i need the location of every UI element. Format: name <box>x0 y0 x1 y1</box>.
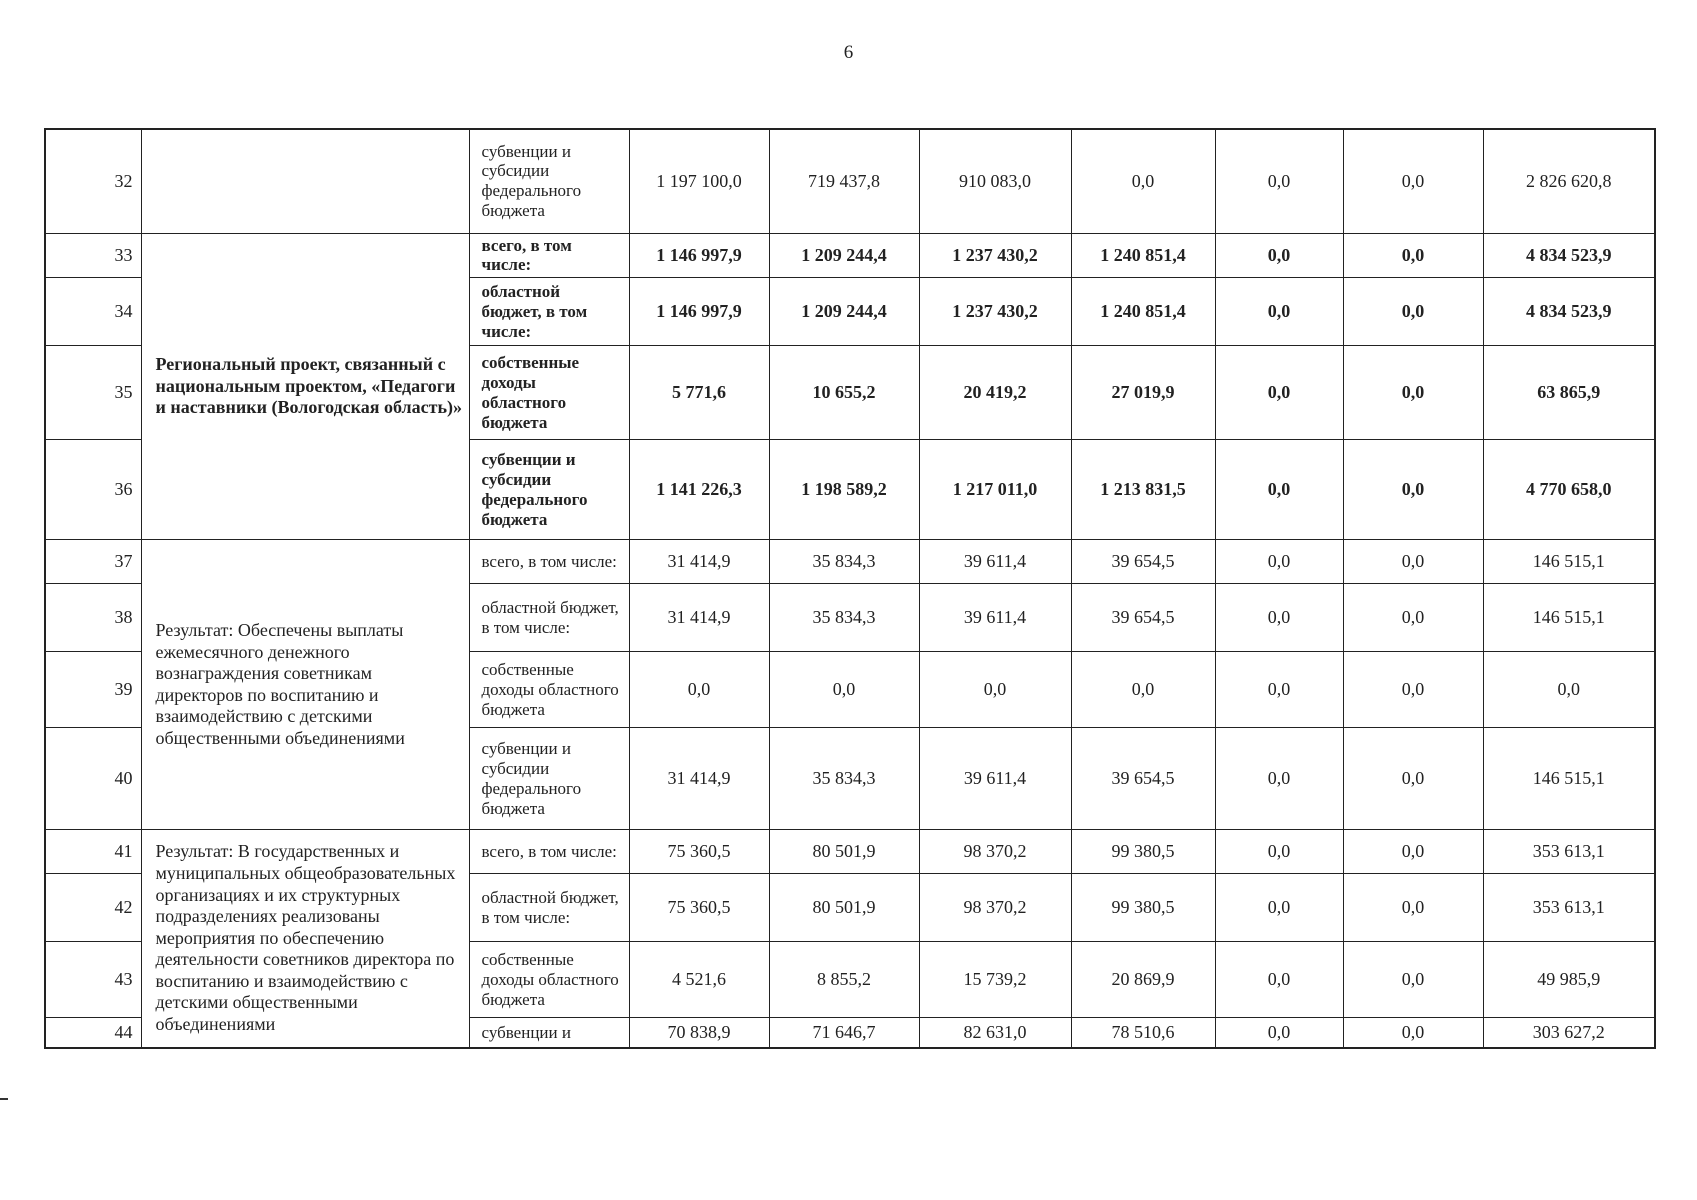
value-cell: 99 380,5 <box>1071 830 1215 874</box>
value-cell: 31 414,9 <box>629 728 769 830</box>
program-name-cell: Результат: В государственных и муниципальных общеобразовательных организациях и их структурных подразделениях реализованы мероприятия по обеспечению деятельности советников директора по воспитанию и взаимодействию с детскими общественными объединениями <box>141 830 469 1048</box>
funding-source: всего, в том числе: <box>469 540 629 584</box>
budget-table <box>44 128 1656 1049</box>
value-cell: 0,0 <box>629 652 769 728</box>
program-name-cell <box>141 129 469 233</box>
value-cell: 0,0 <box>1343 942 1483 1018</box>
value-cell: 0,0 <box>1343 129 1483 233</box>
value-cell: 1 240 851,4 <box>1071 233 1215 278</box>
value-cell: 0,0 <box>1215 540 1343 584</box>
total-cell: 0,0 <box>1483 652 1655 728</box>
value-cell: 20 419,2 <box>919 346 1071 440</box>
value-cell: 0,0 <box>1215 830 1343 874</box>
row-number: 32 <box>45 129 141 233</box>
value-cell: 0,0 <box>1343 540 1483 584</box>
value-cell: 0,0 <box>1343 346 1483 440</box>
value-cell: 15 739,2 <box>919 942 1071 1018</box>
value-cell: 39 654,5 <box>1071 728 1215 830</box>
value-cell: 35 834,3 <box>769 540 919 584</box>
total-cell: 146 515,1 <box>1483 584 1655 652</box>
value-cell: 80 501,9 <box>769 830 919 874</box>
value-cell: 80 501,9 <box>769 874 919 942</box>
value-cell: 0,0 <box>1343 874 1483 942</box>
value-cell: 10 655,2 <box>769 346 919 440</box>
total-cell: 146 515,1 <box>1483 728 1655 830</box>
table-row <box>45 540 1655 584</box>
value-cell: 0,0 <box>1343 278 1483 346</box>
value-cell: 27 019,9 <box>1071 346 1215 440</box>
funding-source: областной бюджет, в том числе: <box>469 584 629 652</box>
value-cell: 75 360,5 <box>629 874 769 942</box>
value-cell: 20 869,9 <box>1071 942 1215 1018</box>
value-cell: 0,0 <box>1343 440 1483 540</box>
value-cell: 0,0 <box>1343 233 1483 278</box>
row-number: 41 <box>45 830 141 874</box>
value-cell: 0,0 <box>1215 346 1343 440</box>
value-cell: 1 237 430,2 <box>919 278 1071 346</box>
value-cell: 1 209 244,4 <box>769 233 919 278</box>
row-number: 36 <box>45 440 141 540</box>
funding-source: субвенции и субсидии федерального бюджета <box>469 440 629 540</box>
value-cell: 39 611,4 <box>919 540 1071 584</box>
funding-source: собственные доходы областного бюджета <box>469 346 629 440</box>
page-number: 6 <box>843 42 854 63</box>
value-cell: 39 654,5 <box>1071 540 1215 584</box>
funding-source: областной бюджет, в том числе: <box>469 278 629 346</box>
value-cell: 0,0 <box>1343 1018 1483 1048</box>
budget-table-container <box>44 128 1654 1049</box>
value-cell: 0,0 <box>1343 652 1483 728</box>
total-cell: 49 985,9 <box>1483 942 1655 1018</box>
total-cell: 146 515,1 <box>1483 540 1655 584</box>
value-cell: 31 414,9 <box>629 584 769 652</box>
value-cell: 1 198 589,2 <box>769 440 919 540</box>
row-number: 37 <box>45 540 141 584</box>
funding-source: всего, в том числе: <box>469 830 629 874</box>
value-cell: 1 146 997,9 <box>629 233 769 278</box>
funding-source: собственные доходы областного бюджета <box>469 942 629 1018</box>
row-number: 43 <box>45 942 141 1018</box>
total-cell: 2 826 620,8 <box>1483 129 1655 233</box>
row-number: 44 <box>45 1018 141 1048</box>
row-number: 35 <box>45 346 141 440</box>
value-cell: 8 855,2 <box>769 942 919 1018</box>
row-number: 42 <box>45 874 141 942</box>
value-cell: 1 141 226,3 <box>629 440 769 540</box>
total-cell: 4 834 523,9 <box>1483 233 1655 278</box>
value-cell: 0,0 <box>1215 652 1343 728</box>
value-cell: 0,0 <box>1215 942 1343 1018</box>
value-cell: 98 370,2 <box>919 874 1071 942</box>
value-cell: 82 631,0 <box>919 1018 1071 1048</box>
funding-source: собственные доходы областного бюджета <box>469 652 629 728</box>
total-cell: 4 770 658,0 <box>1483 440 1655 540</box>
value-cell: 39 654,5 <box>1071 584 1215 652</box>
value-cell: 1 237 430,2 <box>919 233 1071 278</box>
value-cell: 0,0 <box>1215 233 1343 278</box>
total-cell: 353 613,1 <box>1483 874 1655 942</box>
value-cell: 39 611,4 <box>919 728 1071 830</box>
value-cell: 78 510,6 <box>1071 1018 1215 1048</box>
value-cell: 99 380,5 <box>1071 874 1215 942</box>
funding-source: субвенции и субсидии федерального бюджета <box>469 728 629 830</box>
value-cell: 0,0 <box>1071 652 1215 728</box>
value-cell: 1 209 244,4 <box>769 278 919 346</box>
value-cell: 35 834,3 <box>769 584 919 652</box>
value-cell: 5 771,6 <box>629 346 769 440</box>
value-cell: 910 083,0 <box>919 129 1071 233</box>
funding-source: всего, в том числе: <box>469 233 629 278</box>
value-cell: 0,0 <box>1215 584 1343 652</box>
total-cell: 353 613,1 <box>1483 830 1655 874</box>
value-cell: 0,0 <box>1215 440 1343 540</box>
value-cell: 1 240 851,4 <box>1071 278 1215 346</box>
value-cell: 0,0 <box>1215 278 1343 346</box>
row-number: 38 <box>45 584 141 652</box>
table-row <box>45 830 1655 874</box>
value-cell: 0,0 <box>1071 129 1215 233</box>
program-name-cell: Региональный проект, связанный с национальным проектом, «Педагоги и наставники (Вологодская область)» <box>141 233 469 540</box>
value-cell: 71 646,7 <box>769 1018 919 1048</box>
funding-source: субвенции и <box>469 1018 629 1048</box>
total-cell: 63 865,9 <box>1483 346 1655 440</box>
value-cell: 1 197 100,0 <box>629 129 769 233</box>
value-cell: 0,0 <box>1343 584 1483 652</box>
value-cell: 1 217 011,0 <box>919 440 1071 540</box>
row-number: 34 <box>45 278 141 346</box>
value-cell: 719 437,8 <box>769 129 919 233</box>
program-name-cell: Результат: Обеспечены выплаты ежемесячного денежного вознаграждения советникам директоров по воспитанию и взаимодействию с детскими общественными объединениями <box>141 540 469 830</box>
value-cell: 0,0 <box>1343 728 1483 830</box>
value-cell: 35 834,3 <box>769 728 919 830</box>
total-cell: 4 834 523,9 <box>1483 278 1655 346</box>
value-cell: 0,0 <box>769 652 919 728</box>
value-cell: 39 611,4 <box>919 584 1071 652</box>
value-cell: 0,0 <box>1215 728 1343 830</box>
value-cell: 31 414,9 <box>629 540 769 584</box>
row-number: 33 <box>45 233 141 278</box>
value-cell: 0,0 <box>1343 830 1483 874</box>
value-cell: 1 146 997,9 <box>629 278 769 346</box>
value-cell: 4 521,6 <box>629 942 769 1018</box>
row-number: 39 <box>45 652 141 728</box>
value-cell: 0,0 <box>919 652 1071 728</box>
value-cell: 0,0 <box>1215 874 1343 942</box>
value-cell: 0,0 <box>1215 129 1343 233</box>
value-cell: 98 370,2 <box>919 830 1071 874</box>
value-cell: 70 838,9 <box>629 1018 769 1048</box>
value-cell: 1 213 831,5 <box>1071 440 1215 540</box>
funding-source: субвенции и субсидии федерального бюджета <box>469 129 629 233</box>
value-cell: 75 360,5 <box>629 830 769 874</box>
margin-mark <box>0 1098 8 1100</box>
table-row <box>45 129 1655 233</box>
total-cell: 303 627,2 <box>1483 1018 1655 1048</box>
table-row <box>45 233 1655 278</box>
value-cell: 0,0 <box>1215 1018 1343 1048</box>
row-number: 40 <box>45 728 141 830</box>
funding-source: областной бюджет, в том числе: <box>469 874 629 942</box>
